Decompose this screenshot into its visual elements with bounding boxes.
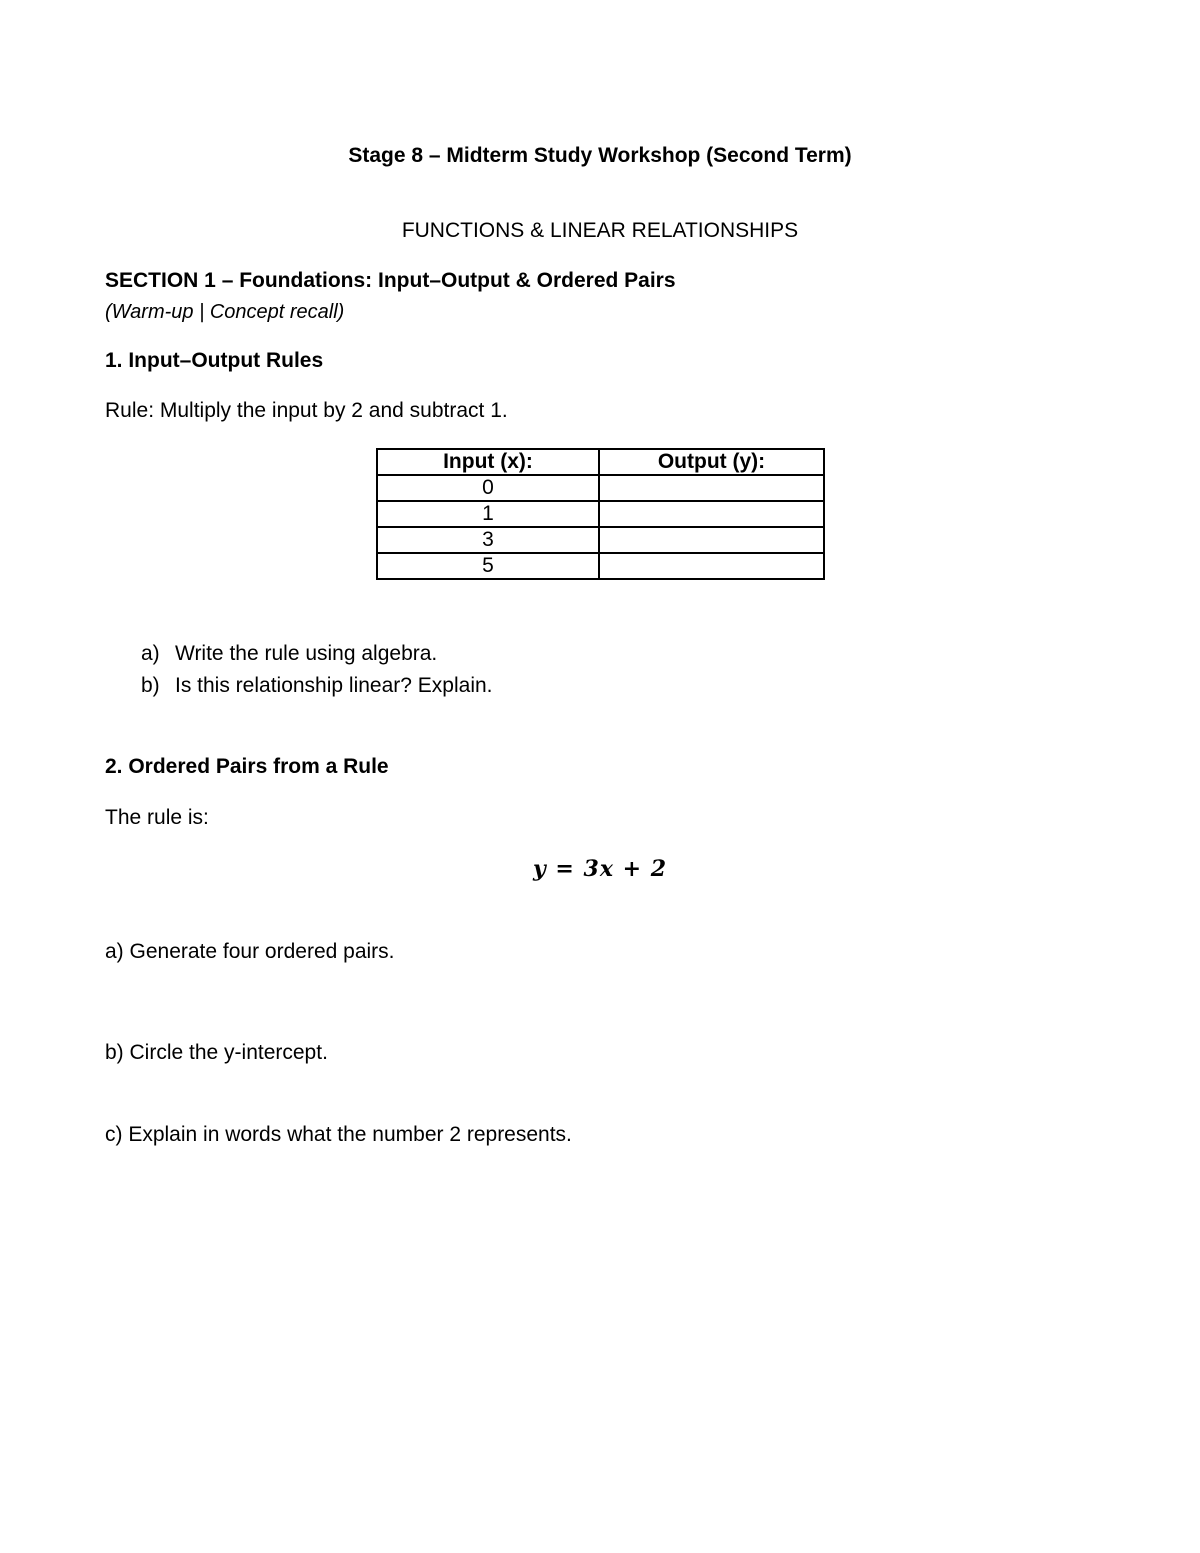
table-row <box>377 475 824 501</box>
table-row <box>377 553 824 579</box>
list-marker: b) <box>141 674 160 697</box>
input-column-header: Input (x): <box>377 449 599 475</box>
list-marker: a) <box>141 642 160 665</box>
question-1-heading: 1. Input–Output Rules <box>105 349 324 372</box>
output-column-header: Output (y): <box>599 449 824 475</box>
table-row <box>377 527 824 553</box>
topic-heading-text: FUNCTIONS & LINEAR RELATIONSHIPS <box>401 219 799 242</box>
output-answer-cell[interactable] <box>599 475 824 501</box>
question-1-rule: Rule: Multiply the input by 2 and subtract 1. <box>105 399 508 422</box>
question-2-part-c: c) Explain in words what the number 2 represents. <box>105 1123 572 1146</box>
input-cell: 0 <box>377 475 599 501</box>
input-cell: 5 <box>377 553 599 579</box>
list-item-text: Is this relationship linear? Explain. <box>175 674 493 697</box>
input-cell: 3 <box>377 527 599 553</box>
table-row <box>377 501 824 527</box>
section-1-subheading: (Warm-up | Concept recall) <box>105 301 345 323</box>
input-cell: 1 <box>377 501 599 527</box>
table-header-row <box>377 449 824 475</box>
question-2-part-a: a) Generate four ordered pairs. <box>105 940 395 963</box>
question-2-intro: The rule is: <box>105 806 209 829</box>
question-2-part-b: b) Circle the y-intercept. <box>105 1041 328 1064</box>
rule-equation: y = 3x + 2 <box>532 856 668 882</box>
section-1-heading: SECTION 1 – Foundations: Input–Output & Ordered Pairs <box>105 269 676 292</box>
input-output-table <box>376 448 825 580</box>
output-answer-cell[interactable] <box>599 501 824 527</box>
output-answer-cell[interactable] <box>599 527 824 553</box>
list-item-text: Write the rule using algebra. <box>175 642 438 665</box>
topic-heading <box>0 218 1200 244</box>
page-title: Stage 8 – Midterm Study Workshop (Second Term) <box>348 144 852 167</box>
question-2-heading: 2. Ordered Pairs from a Rule <box>105 755 389 778</box>
output-answer-cell[interactable] <box>599 553 824 579</box>
